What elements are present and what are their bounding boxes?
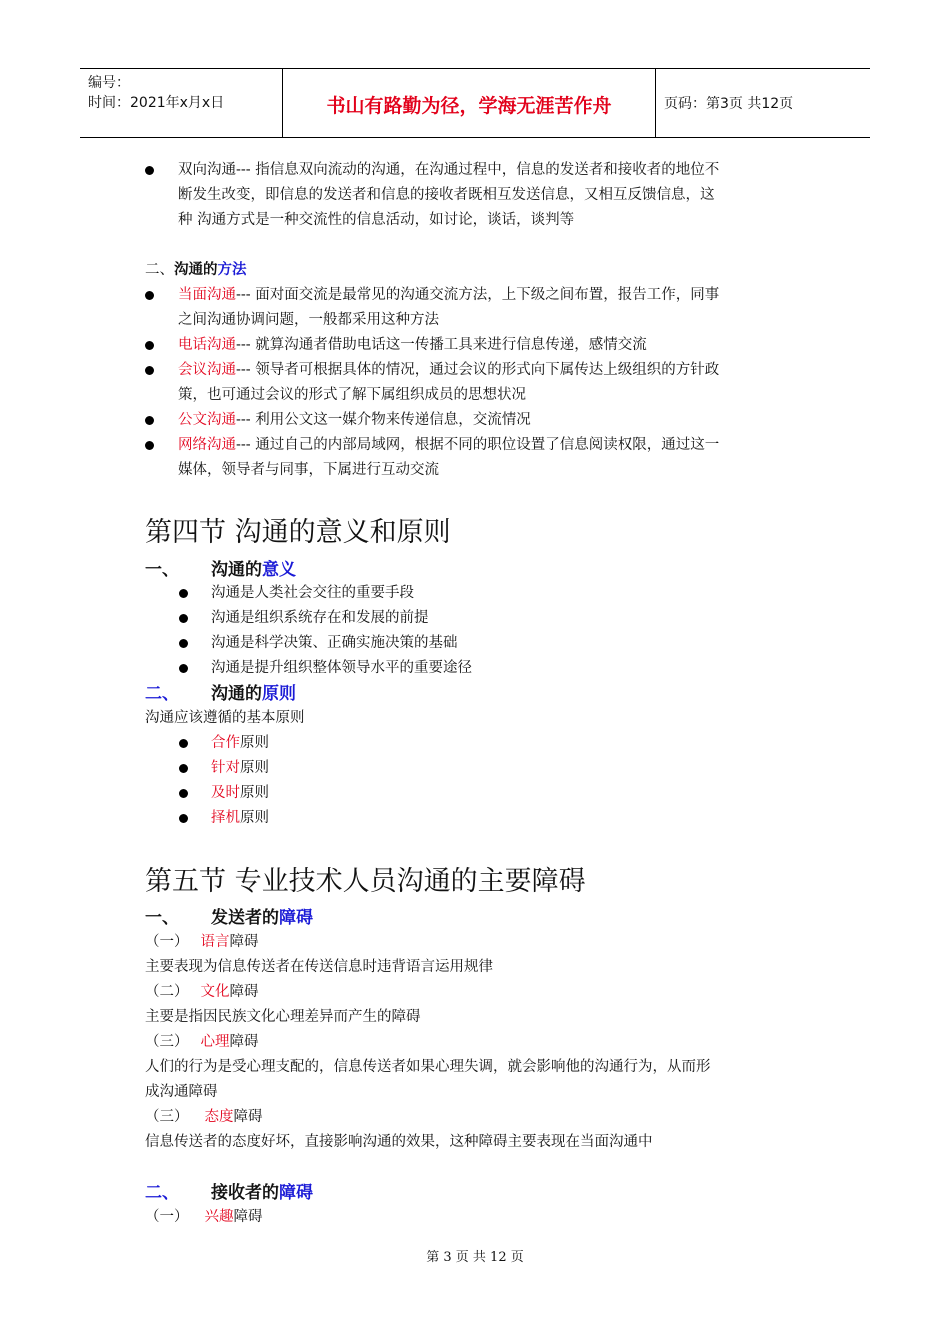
heading-number: 二、	[145, 1183, 179, 1203]
obstacle-keyword: 心理	[200, 1034, 230, 1050]
heading-number: 二、	[145, 262, 174, 278]
method-text: --- 领导者可根据具体的情况，通过会议的形式向下属传达上级组织的方针政	[236, 362, 720, 378]
method-text: --- 利用公文这一媒介物来传递信息，交流情况	[236, 412, 531, 428]
obstacle-item	[145, 1030, 259, 1055]
heading-keyword: 障碍	[279, 908, 313, 928]
bullet-icon	[179, 789, 188, 798]
heading-number: 二、	[145, 684, 179, 704]
heading-number: 一、	[145, 908, 179, 928]
obstacle-desc: 主要表现为信息传送者在传送信息时违背语言运用规律	[145, 959, 493, 975]
intro-line: 种 沟通方式是一种交流性的信息活动，如讨论，谈话，谈判等	[178, 212, 575, 228]
obstacle-number: （三）	[145, 1109, 189, 1125]
bullet-icon	[179, 814, 188, 823]
obstacle-item	[145, 930, 259, 955]
heading-text: 沟通的	[174, 262, 218, 278]
principle-keyword: 择机	[211, 810, 240, 826]
obstacle-number: （二）	[145, 984, 189, 1000]
obstacle-keyword: 语言	[200, 934, 230, 950]
intro-line: 双向沟通--- 指信息双向流动的沟通，在沟通过程中，信息的发送者和接收者的地位不	[178, 162, 720, 178]
obstacle-number: （三）	[145, 1034, 189, 1050]
bullet-icon	[145, 341, 154, 350]
method-keyword: 会议沟通	[178, 362, 236, 378]
header-motto: 书山有路勤为径，学海无涯苦作舟	[326, 95, 612, 117]
obstacle-suffix: 障碍	[233, 1209, 263, 1225]
header-divider	[655, 69, 656, 137]
method-item	[178, 408, 531, 433]
bullet-icon	[145, 291, 154, 300]
method-text: --- 就算沟通者借助电话这一传播工具来进行信息传递，感情交流	[236, 337, 647, 353]
bullet-icon	[179, 639, 188, 648]
meaning-item: 沟通是组织系统存在和发展的前提	[211, 610, 429, 626]
heading-text: 发送者的	[211, 908, 279, 928]
bullet-icon	[179, 614, 188, 623]
principle-text: 原则	[240, 760, 269, 776]
method-text: --- 通过自己的内部局域网，根据不同的职位设置了信息阅读权限，通过这一	[236, 437, 720, 453]
heading-text: 沟通的	[211, 684, 262, 704]
heading-number: 一、	[145, 560, 179, 580]
section-title: 第四节 沟通的意义和原则	[145, 517, 451, 548]
principle-text: 原则	[240, 785, 269, 801]
section-title: 第五节 专业技术人员沟通的主要障碍	[145, 866, 586, 897]
obstacle-keyword: 兴趣	[204, 1209, 234, 1225]
obstacle-number: （一）	[145, 1209, 189, 1225]
bullet-icon	[179, 589, 188, 598]
method-item	[178, 283, 719, 308]
serial-label: 编号：	[88, 75, 130, 91]
bullet-icon	[179, 739, 188, 748]
obstacle-suffix: 障碍	[229, 934, 259, 950]
principle-text: 原则	[240, 735, 269, 751]
principle-intro: 沟通应该遵循的基本原则	[145, 710, 305, 726]
obstacle-suffix: 障碍	[229, 1034, 259, 1050]
bullet-icon	[145, 416, 154, 425]
principle-keyword: 针对	[211, 760, 240, 776]
principle-item	[211, 781, 269, 806]
method-item	[178, 358, 719, 383]
obstacle-desc: 人们的行为是受心理支配的，信息传送者如果心理失调，就会影响他的沟通行为，从而形	[145, 1059, 711, 1075]
obstacle-desc: 信息传送者的态度好坏，直接影响沟通的效果，这种障碍主要表现在当面沟通中	[145, 1134, 653, 1150]
header-page-label: 页码：第3页 共12页	[664, 96, 794, 112]
obstacle-keyword: 文化	[200, 984, 230, 1000]
principle-keyword: 及时	[211, 785, 240, 801]
principle-item	[211, 731, 269, 756]
page-header	[80, 68, 870, 138]
method-item-cont: 之间沟通协调问题，一般都采用这种方法	[178, 312, 439, 328]
method-keyword: 当面沟通	[178, 287, 236, 303]
method-keyword: 公文沟通	[178, 412, 236, 428]
heading-keyword: 障碍	[279, 1183, 313, 1203]
heading-text: 接收者的	[211, 1183, 279, 1203]
time-label: 时间：2021年x月x日	[88, 95, 225, 111]
intro-line: 断发生改变，即信息的发送者和信息的接收者既相互发送信息，又相互反馈信息，这	[178, 187, 715, 203]
page-footer: 第 3 页 共 12 页	[426, 1250, 524, 1265]
obstacle-desc: 成沟通障碍	[145, 1084, 218, 1100]
principle-text: 原则	[240, 810, 269, 826]
heading-keyword: 意义	[262, 560, 296, 580]
heading-keyword: 原则	[262, 684, 296, 704]
heading-text: 沟通的	[211, 560, 262, 580]
obstacle-suffix: 障碍	[229, 984, 259, 1000]
bullet-icon	[145, 366, 154, 375]
obstacle-keyword: 态度	[204, 1109, 234, 1125]
obstacle-item	[145, 1105, 263, 1130]
method-item-cont: 策，也可通过会议的形式了解下属组织成员的思想状况	[178, 387, 526, 403]
method-text: --- 面对面交流是最常见的沟通交流方法，上下级之间布置，报告工作，同事	[236, 287, 720, 303]
method-keyword: 电话沟通	[178, 337, 236, 353]
methods-heading	[145, 258, 247, 283]
meaning-item: 沟通是提升组织整体领导水平的重要途径	[211, 660, 472, 676]
bullet-icon	[179, 664, 188, 673]
header-meta	[88, 73, 224, 113]
principle-item	[211, 756, 269, 781]
method-item-cont: 媒体，领导者与同事，下属进行互动交流	[178, 462, 439, 478]
obstacle-suffix: 障碍	[233, 1109, 263, 1125]
method-item	[178, 333, 647, 358]
bullet-icon	[179, 764, 188, 773]
bullet-icon	[145, 441, 154, 450]
bullet-icon	[145, 166, 154, 175]
obstacle-item	[145, 1205, 263, 1230]
obstacle-number: （一）	[145, 934, 189, 950]
method-item	[178, 433, 719, 458]
obstacle-item	[145, 980, 259, 1005]
meaning-item: 沟通是科学决策、正确实施决策的基础	[211, 635, 458, 651]
meaning-item: 沟通是人类社会交往的重要手段	[211, 585, 414, 601]
method-keyword: 网络沟通	[178, 437, 236, 453]
principle-item	[211, 806, 269, 831]
principle-keyword: 合作	[211, 735, 240, 751]
obstacle-desc: 主要是指因民族文化心理差异而产生的障碍	[145, 1009, 421, 1025]
heading-keyword: 方法	[217, 262, 247, 278]
